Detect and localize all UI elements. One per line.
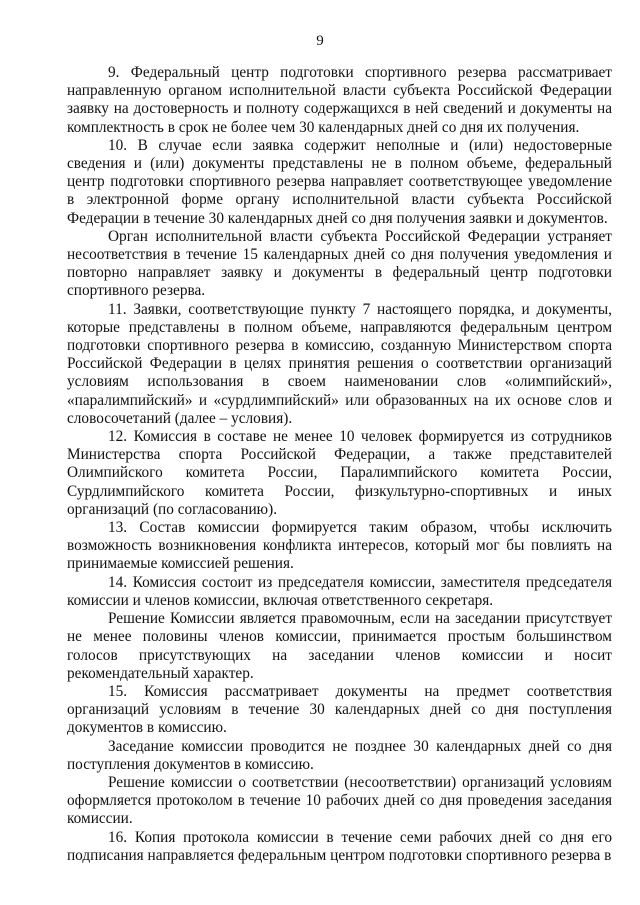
paragraph-item-15: 15. Комиссия рассматривает документы на предмет соответствия организаций условиям в течение 30 календарных дней со дня поступления документов в комиссию.: [67, 682, 612, 737]
paragraph-item-14: 14. Комиссия состоит из председателя комиссии, заместителя председателя комиссии и членов комиссии, включая ответственного секретаря.: [67, 573, 612, 609]
document-body: [67, 64, 612, 865]
paragraph-item-9: 9. Федеральный центр подготовки спортивного резерва рассматривает направленную органом исполнительной власти субъекта Российской Федерации заявку на достоверность и полноту содержащихся в ней сведений и документы на комплектность в срок не более чем 30 календарных дней со дня их получения.: [67, 64, 612, 136]
paragraph-item-10-continuation: Орган исполнительной власти субъекта Российской Федерации устраняет несоответствия в течение 15 календарных дней со дня получения уведомления и повторно направляет заявку и документы в федеральный центр подготовки спортивного резерва.: [67, 227, 612, 300]
paragraph-item-15-decision: Решение комиссии о соответствии (несоответствии) организаций условиям оформляется протоколом в течение 10 рабочих дней со дня проведения заседания комиссии.: [67, 773, 612, 828]
paragraph-item-11: 11. Заявки, соответствующие пункту 7 настоящего порядка, и документы, которые представлены в полном объеме, направляются федеральным центром подготовки спортивного резерва в комиссию, созданную Министерством спорта Российской Федерации в целях принятия решения о соответствии организаций условиям использования в своем наименовании слов «олимпийский», «паралимпийский» и «сурдлимпийский» или образованных на их основе слов и словосочетаний (далее – условия).: [67, 300, 612, 427]
page-number: 9: [316, 33, 324, 49]
paragraph-item-12: 12. Комиссия в составе не менее 10 человек формируется из сотрудников Министерства спорта Российской Федерации, а также представителей Олимпийского комитета России, Паралимпийского комитета России, Сурдлимпийского комитета России, физкультурно-спортивных и иных организаций (по согласованию).: [67, 428, 612, 518]
paragraph-item-15-meeting: Заседание комиссии проводится не позднее 30 календарных дней со дня поступления документов в комиссию.: [67, 737, 612, 773]
paragraph-item-16: 16. Копия протокола комиссии в течение семи рабочих дней со дня его подписания направляется федеральным центром подготовки спортивного резерва в: [67, 828, 612, 864]
paragraph-item-10: 10. В случае если заявка содержит неполные и (или) недостоверные сведения и (или) документы представлены не в полном объеме, федеральный центр подготовки спортивного резерва направляет соответствующее уведомление в электронной форме органу исполнительной власти субъекта Российской Федерации в течение 30 календарных дней со дня получения заявки и документов.: [67, 136, 612, 227]
paragraph-item-13: 13. Состав комиссии формируется таким образом, чтобы исключить возможность возникновения конфликта интересов, который мог бы повлиять на принимаемые комиссией решения.: [67, 519, 612, 573]
paragraph-item-14-continuation: Решение Комиссии является правомочным, если на заседании присутствует не менее половины членов комиссии, принимается простым большинством голосов присутствующих на заседании членов комиссии и носит рекомендательный характер.: [67, 610, 612, 682]
